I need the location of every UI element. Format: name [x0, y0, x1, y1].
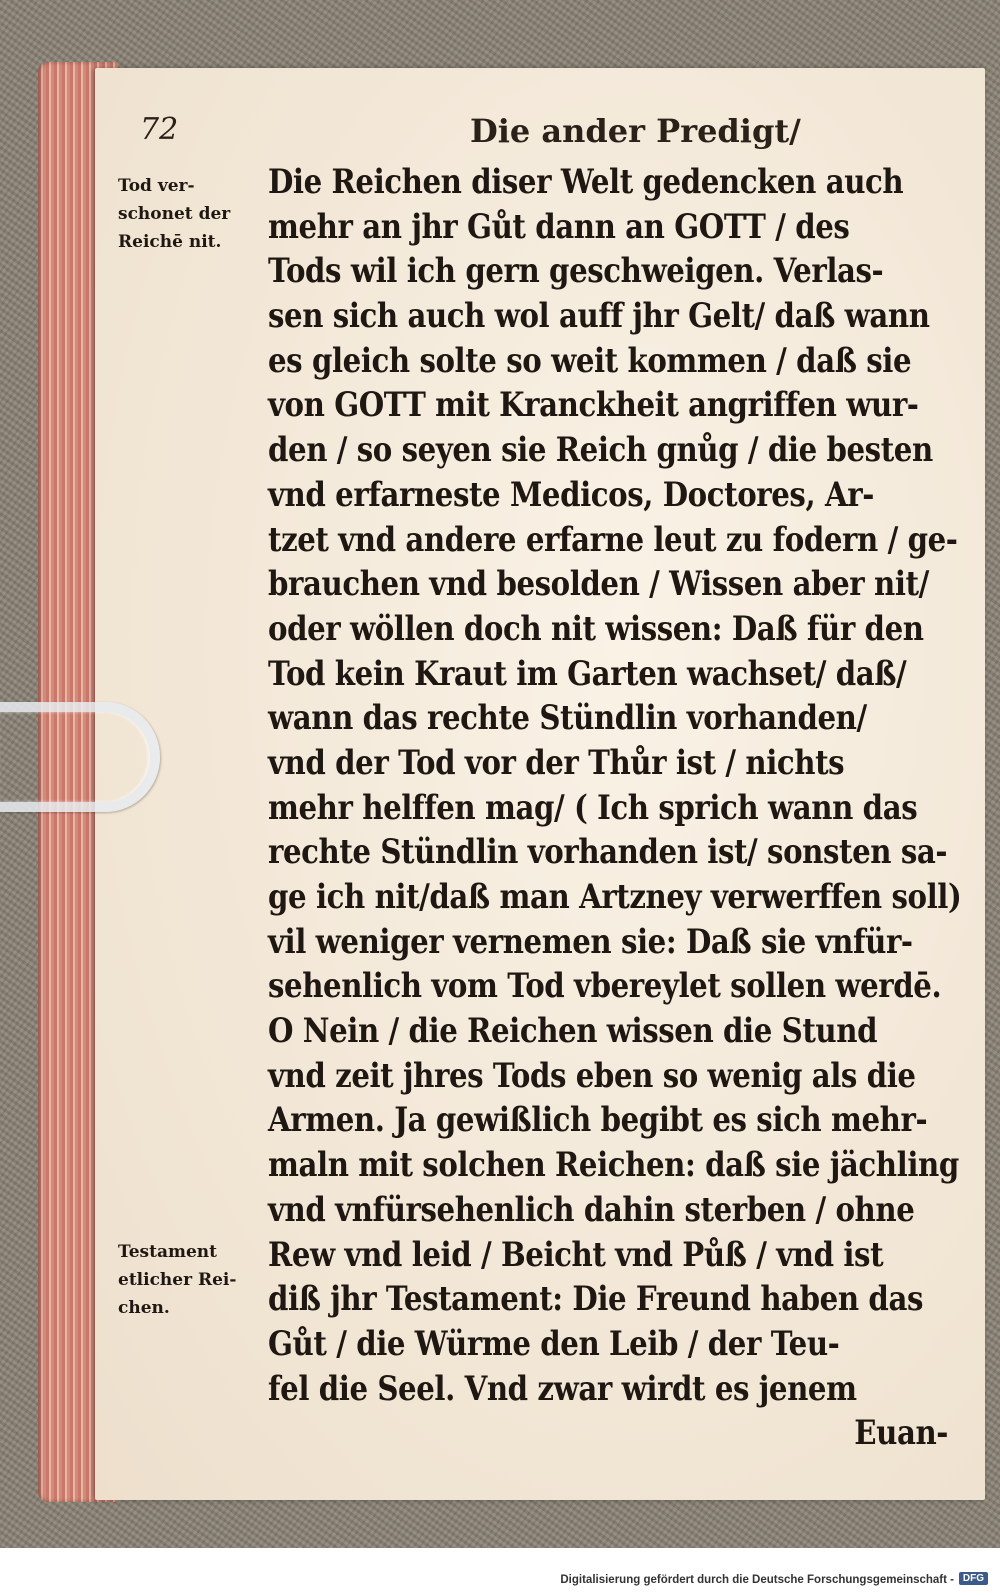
text-line: Gůt / die Würme den Leib / der Teu-: [268, 1323, 840, 1364]
margin-note: [118, 1238, 268, 1322]
text-line: diß jhr Testament: Die Freund haben das: [268, 1279, 923, 1320]
margin-note-line: Reichē nit.: [118, 232, 222, 252]
footer-credit: Digitalisierung gefördert durch die Deutsche Forschungsgemeinschaft -: [560, 1574, 954, 1586]
dfg-logo: DFG: [959, 1572, 988, 1585]
text-line: es gleich solte so weit kommen / daß sie: [268, 340, 912, 381]
margin-note-line: schonet der: [118, 204, 231, 224]
text-line: mehr helffen mag/ ( Ich sprich wann das: [268, 787, 918, 828]
text-line: Rew vnd leid / Beicht vnd Půß / vnd ist: [268, 1234, 884, 1275]
text-line: brauchen vnd besolden / Wissen aber nit/: [268, 564, 929, 605]
text-line: den / so seyen sie Reich gnůg / die besten: [268, 430, 933, 471]
text-line: wann das rechte Stündlin vorhanden/: [268, 698, 867, 739]
margin-note: [118, 172, 268, 256]
text-line: O Nein / die Reichen wissen die Stund: [268, 1011, 878, 1052]
text-line: rechte Stündlin vorhanden ist/ sonsten sa-: [268, 832, 948, 873]
running-head: Die ander Predigt/: [470, 112, 801, 150]
margin-note-line: Tod ver-: [118, 176, 195, 196]
text-line: vnd der Tod vor der Thůr ist / nichts: [268, 742, 845, 783]
text-line: von GOTT mit Kranckheit angriffen wur-: [268, 385, 919, 426]
text-line: maln mit solchen Reichen: daß sie jächling: [268, 1145, 959, 1186]
text-line: fel die Seel. Vnd zwar wirdt es jenem: [268, 1368, 857, 1409]
text-line: sen sich auch wol auff jhr Gelt/ daß wann: [268, 296, 930, 337]
margin-note-line: Testament: [118, 1242, 217, 1262]
text-line: tzet vnd andere erfarne leut zu fodern / ge-: [268, 519, 958, 560]
text-line: mehr an jhr Gůt dann an GOTT / des: [268, 206, 850, 247]
text-line: ge ich nit/daß man Artzney verwerffen soll): [268, 877, 962, 917]
text-line: Armen. Ja gewißlich begibt es sich mehr-: [268, 1100, 928, 1141]
body-text: [268, 160, 962, 1456]
text-line: vnd vnfürsehenlich dahin sterben / ohne: [268, 1189, 915, 1230]
text-line: Tods wil ich gern geschweigen. Verlas-: [268, 251, 884, 292]
text-line: vnd erfarneste Medicos, Doctores, Ar-: [268, 474, 874, 515]
catchword: Euan-: [854, 1413, 948, 1454]
text-line: Die Reichen diser Welt gedencken auch: [268, 162, 904, 202]
text-line: oder wöllen doch nit wissen: Daß für den: [268, 608, 924, 649]
text-line: Tod kein Kraut im Garten wachset/ daß/: [268, 653, 907, 694]
text-line: vnd zeit jhres Tods eben so wenig als die: [268, 1055, 916, 1096]
text-line: sehenlich vom Tod vbereylet sollen werdē.: [268, 966, 942, 1007]
footer-bar: [0, 1548, 1000, 1595]
margin-note-line: etlicher Rei-: [118, 1270, 237, 1290]
margin-note-line: chen.: [118, 1298, 170, 1318]
page-clip: [0, 702, 160, 812]
page-number: 72: [140, 112, 179, 147]
text-line: vil weniger vernemen sie: Daß sie vnfür-: [268, 921, 913, 962]
